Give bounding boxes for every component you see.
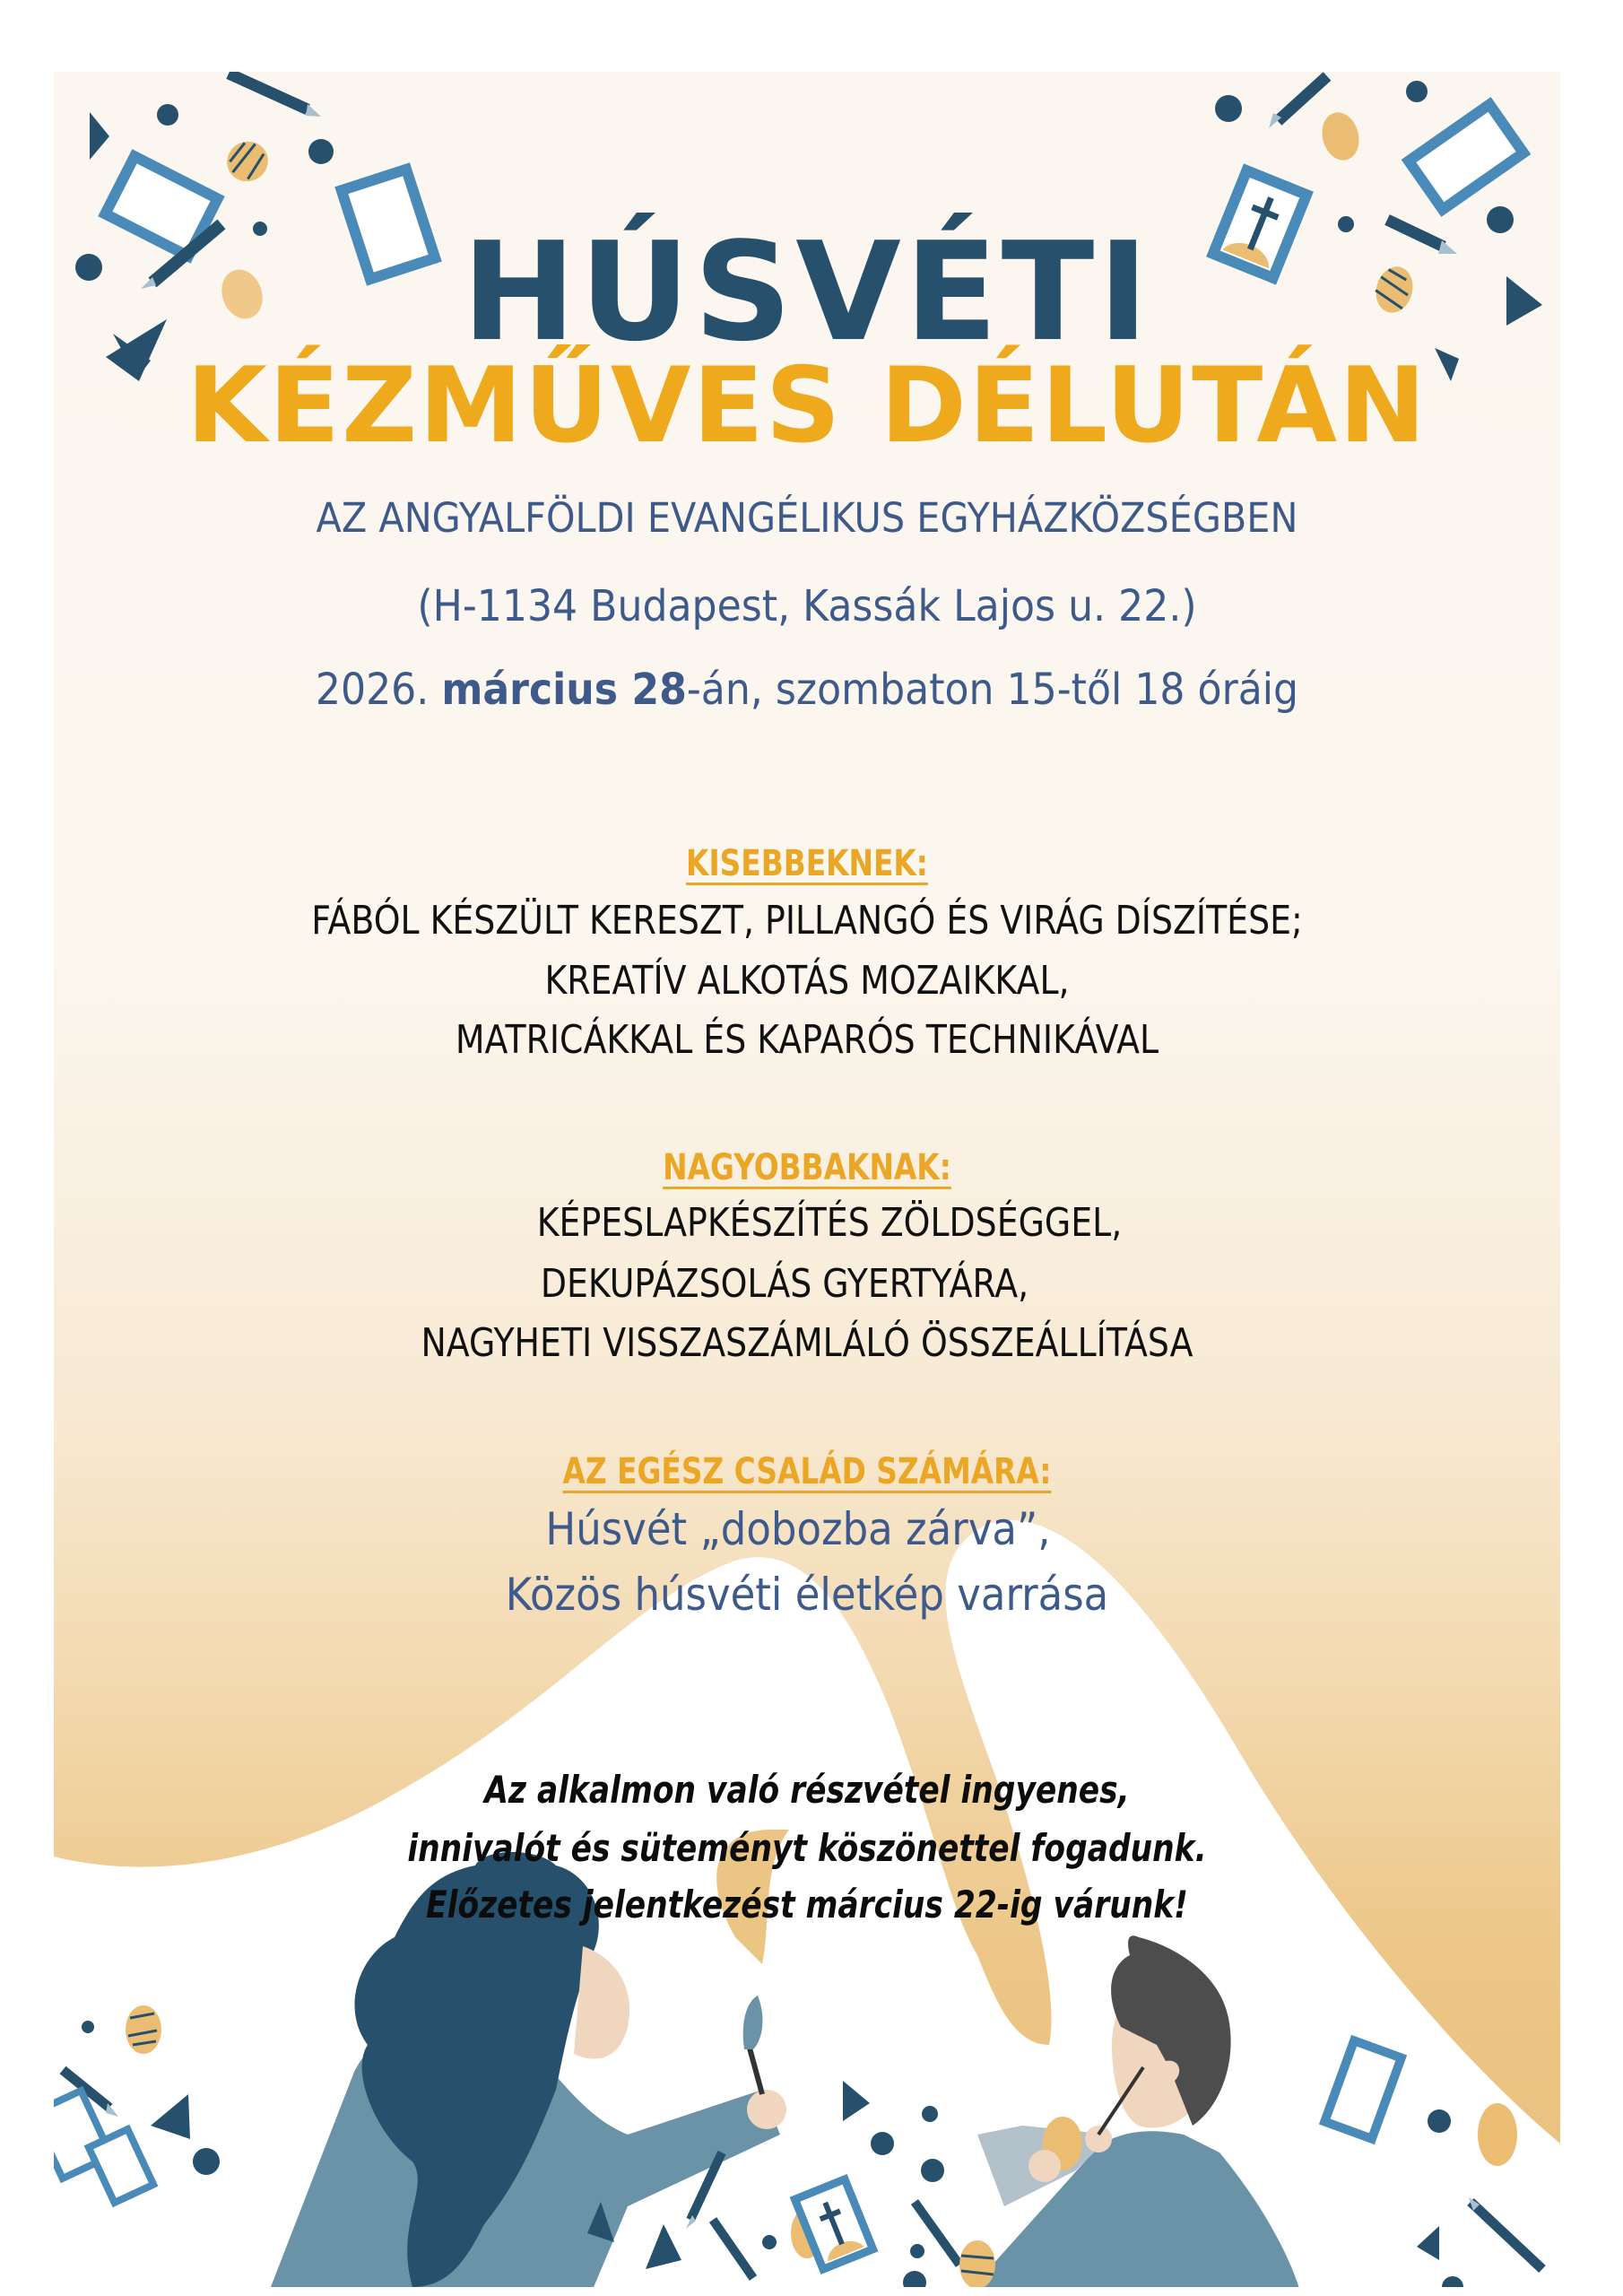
- dot-icon: [903, 2271, 926, 2287]
- note-line: innivalót és süteményt köszönettel fogadunk.: [407, 1826, 1207, 1870]
- easter-egg-icon: [1478, 2103, 1517, 2166]
- dot-icon: [1442, 2276, 1463, 2287]
- section-line: KÉPESLAPKÉSZÍTÉS ZÖLDSÉGGEL,: [536, 1200, 1123, 1246]
- bottom-illustration: [54, 72, 1560, 2287]
- title-husveti: HÚSVÉTI: [462, 213, 1152, 371]
- triangle-icon: [1417, 2226, 1439, 2260]
- pencil-icon: [1469, 2197, 1542, 2269]
- section-line: KREATÍV ALKOTÁS MOZAIKKAL,: [544, 958, 1070, 1004]
- photo-frame-icon: [1324, 2040, 1401, 2138]
- section-line: Húsvét „dobozba zárva”,: [545, 1503, 1051, 1555]
- section-heading-kisebbeknek: KISEBBEKNEK:: [686, 843, 928, 884]
- dot-icon: [922, 2106, 938, 2122]
- date-day: március 28: [441, 665, 687, 715]
- subtitle-church: AZ ANGYALFÖLDI EVANGÉLIKUS EGYHÁZKÖZSÉGBEN: [316, 494, 1298, 542]
- section-line: FÁBÓL KÉSZÜLT KERESZT, PILLANGÓ ÉS VIRÁG DÍSZÍTÉSE;: [311, 898, 1303, 944]
- triangle-icon: [843, 2081, 870, 2121]
- photo-frame-icon: [89, 2129, 153, 2203]
- address: (H-1134 Budapest, Kassák Lajos u. 22.): [417, 581, 1197, 631]
- dot-icon: [762, 2235, 777, 2249]
- triangle-icon: [646, 2224, 681, 2269]
- section-line: Közös húsvéti életkép varrása: [505, 1569, 1109, 1621]
- triangle-icon: [151, 2094, 190, 2139]
- note-line: Az alkalmon való részvétel ingyenes,: [484, 1768, 1130, 1812]
- dot-icon: [871, 2132, 894, 2155]
- easter-egg-icon: [126, 2005, 161, 2054]
- dot-icon: [921, 2159, 944, 2182]
- date-rest: -án, szombaton 15-től 18 óráig: [686, 665, 1299, 715]
- section-line: NAGYHETI VISSZASZÁMLÁLÓ ÖSSZEÁLLÍTÁSA: [421, 1320, 1193, 1366]
- boy-painting-egg: [968, 1935, 1300, 2287]
- date-year: 2026.: [315, 665, 430, 715]
- section-heading-nagyobbaknak: NAGYOBBAKNAK:: [663, 1147, 951, 1188]
- section-heading-egesz-csalad: AZ EGÉSZ CSALÁD SZÁMÁRA:: [562, 1451, 1052, 1492]
- dot-icon: [1428, 2109, 1451, 2133]
- note-line: Előzetes jelentkezést március 22-ig várunk!: [426, 1883, 1188, 1926]
- title-kezmuves-delutan: KÉZMŰVES DÉLUTÁN: [186, 345, 1428, 466]
- dot-icon: [82, 2021, 94, 2033]
- pencil-icon: [713, 2220, 753, 2278]
- easter-egg-icon: [959, 2240, 995, 2287]
- dot-icon: [193, 2148, 220, 2175]
- dot-icon: [910, 2244, 924, 2258]
- section-line: DEKUPÁZSOLÁS GYERTYÁRA,: [540, 1261, 1029, 1307]
- easter-craft-poster: [54, 72, 1560, 2287]
- section-line: MATRICÁKKAL ÉS KAPARÓS TECHNIKÁVAL: [455, 1017, 1159, 1063]
